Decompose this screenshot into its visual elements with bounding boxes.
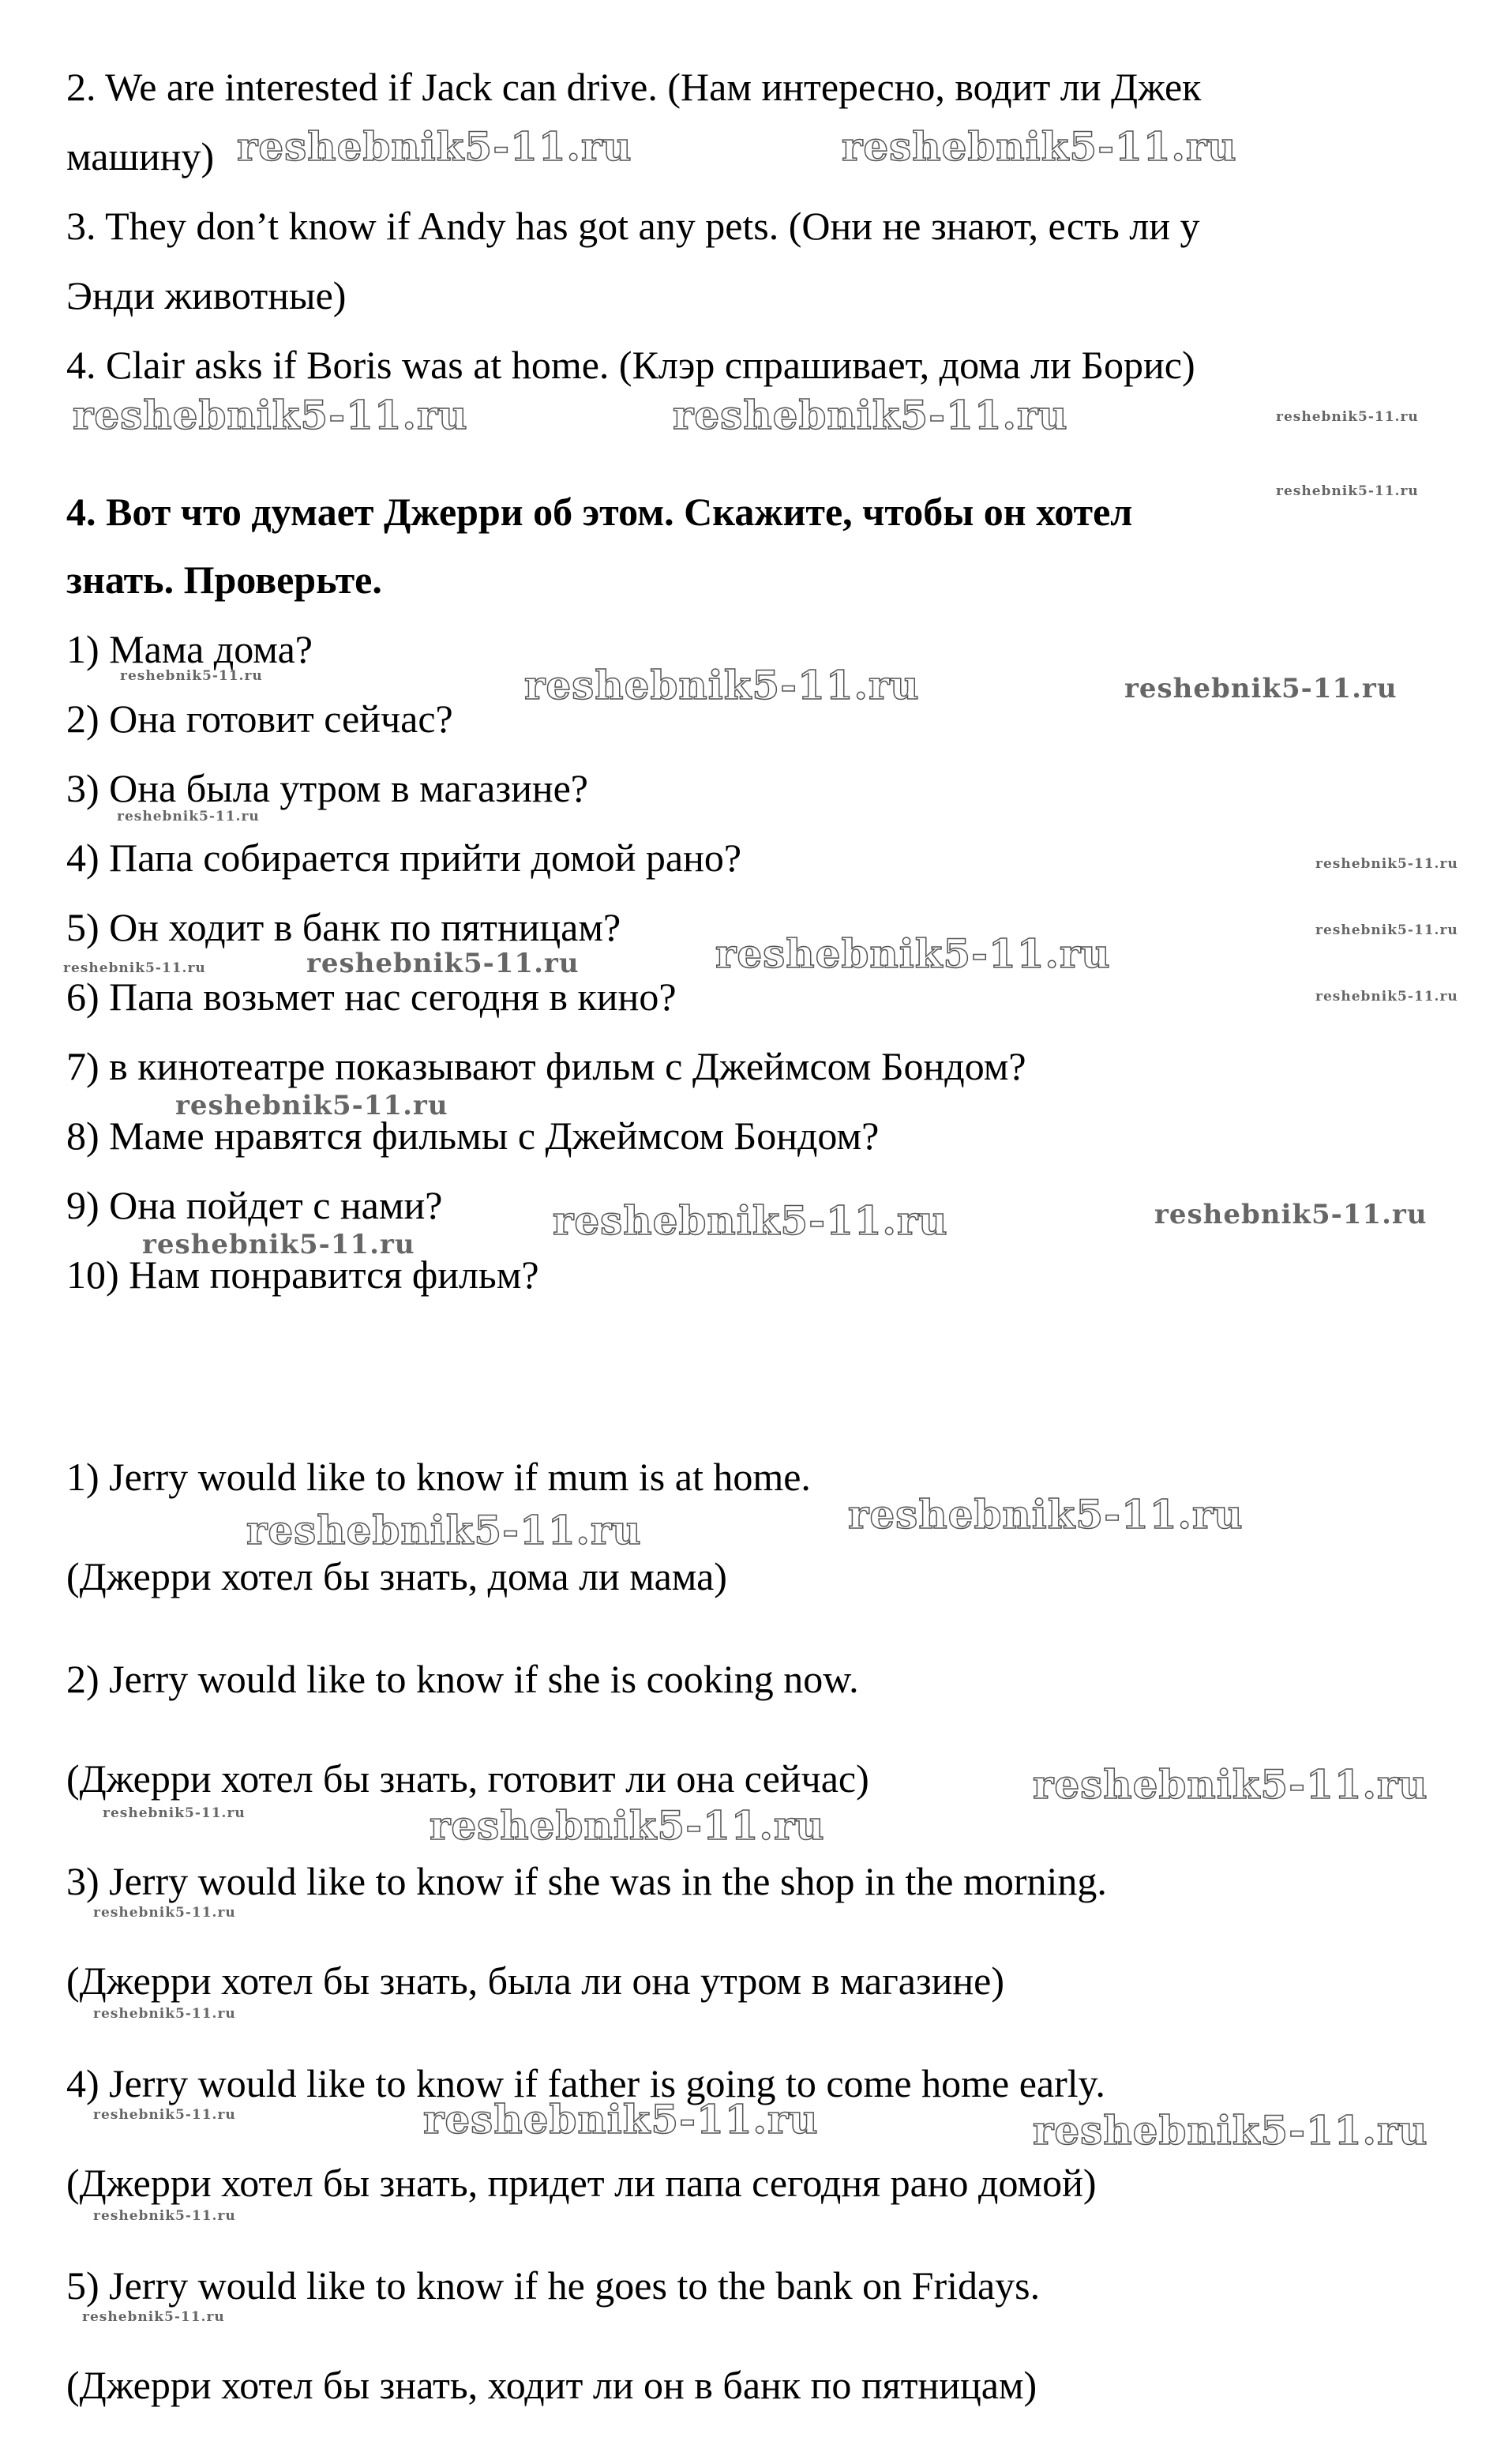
watermark: reshebnik5-11.ru [246, 1507, 642, 1553]
watermark: reshebnik5-11.ru [423, 2096, 819, 2143]
text-line: 3. They don’t know if Andy has got any pets. (Они не знают, есть ли у [66, 204, 1200, 248]
question-item: 3) Она была утром в магазине? [66, 766, 588, 810]
question-item: 10) Нам понравится фильм? [66, 1253, 539, 1297]
watermark: reshebnik5-11.ru [237, 123, 632, 170]
question-item: 1) Мама дома? [66, 627, 313, 671]
watermark: reshebnik5-11.ru [1315, 856, 1458, 872]
watermark: reshebnik5-11.ru [175, 1090, 448, 1121]
answer-ru: (Джерри хотел бы знать, дома ли мама) [66, 1554, 727, 1598]
question-item: 6) Папа возьмет нас сегодня в кино? [66, 975, 677, 1019]
watermark: reshebnik5-11.ru [73, 392, 468, 438]
watermark: reshebnik5-11.ru [1276, 483, 1419, 499]
watermark: reshebnik5-11.ru [1033, 2107, 1428, 2154]
watermark: reshebnik5-11.ru [1124, 673, 1398, 704]
answer-en: 5) Jerry would like to know if he goes to the bank on Fridays. [66, 2263, 1041, 2308]
watermark: reshebnik5-11.ru [120, 668, 263, 684]
question-item: 8) Маме нравятся фильмы с Джеймсом Бондом? [66, 1114, 880, 1158]
watermark: reshebnik5-11.ru [1315, 922, 1458, 938]
answer-ru: (Джерри хотел бы знать, была ли она утром в магазине) [66, 1959, 1005, 2003]
watermark: reshebnik5-11.ru [103, 1805, 246, 1821]
answer-en: 2) Jerry would like to know if she is cooking now. [66, 1657, 859, 1701]
watermark: reshebnik5-11.ru [673, 392, 1068, 438]
watermark: reshebnik5-11.ru [524, 662, 920, 708]
watermark: reshebnik5-11.ru [1154, 1199, 1428, 1230]
watermark: reshebnik5-11.ru [306, 948, 580, 979]
task-heading: знать. Проверьте. [66, 558, 382, 602]
task-heading: 4. Вот что думает Джерри об этом. Скажите, чтобы он хотел [66, 490, 1133, 534]
watermark: reshebnik5-11.ru [848, 1491, 1244, 1538]
question-item: 5) Он ходит в банк по пятницам? [66, 905, 621, 949]
watermark: reshebnik5-11.ru [142, 1229, 415, 1260]
watermark: reshebnik5-11.ru [93, 2006, 236, 2022]
answer-ru: (Джерри хотел бы знать, придет ли папа сегодня рано домой) [66, 2161, 1097, 2205]
text-line: машину) [66, 134, 215, 178]
text-line: 4. Clair asks if Boris was at home. (Клэр спрашивает, дома ли Борис) [66, 343, 1195, 387]
watermark: reshebnik5-11.ru [82, 2309, 225, 2325]
watermark: reshebnik5-11.ru [430, 1802, 825, 1849]
answer-en: 1) Jerry would like to know if mum is at home. [66, 1455, 811, 1499]
watermark: reshebnik5-11.ru [553, 1197, 948, 1244]
question-item: 7) в кинотеатре показывают фильм с Джеймсом Бондом? [66, 1044, 1026, 1088]
watermark: reshebnik5-11.ru [1315, 989, 1458, 1005]
watermark: reshebnik5-11.ru [1033, 1761, 1428, 1808]
watermark: reshebnik5-11.ru [93, 2208, 236, 2224]
answer-ru: (Джерри хотел бы знать, ходит ли он в банк по пятницам) [66, 2363, 1037, 2407]
watermark: reshebnik5-11.ru [1276, 409, 1419, 425]
text-line: 2. We are interested if Jack can drive. (Нам интересно, водит ли Джек [66, 65, 1202, 109]
watermark: reshebnik5-11.ru [117, 809, 260, 824]
answer-en: 4) Jerry would like to know if father is going to come home early. [66, 2061, 1105, 2105]
answer-en: 3) Jerry would like to know if she was in the shop in the morning. [66, 1859, 1107, 1903]
question-item: 4) Папа собирается прийти домой рано? [66, 836, 742, 880]
watermark: reshebnik5-11.ru [63, 960, 206, 976]
text-line: Энди животные) [66, 273, 347, 317]
watermark: reshebnik5-11.ru [715, 930, 1111, 977]
watermark: reshebnik5-11.ru [842, 123, 1237, 170]
question-item: 9) Она пойдет с нами? [66, 1183, 443, 1227]
watermark: reshebnik5-11.ru [93, 1905, 236, 1921]
answer-ru: (Джерри хотел бы знать, готовит ли она сейчас) [66, 1756, 869, 1801]
question-item: 2) Она готовит сейчас? [66, 697, 453, 741]
watermark: reshebnik5-11.ru [93, 2107, 236, 2123]
